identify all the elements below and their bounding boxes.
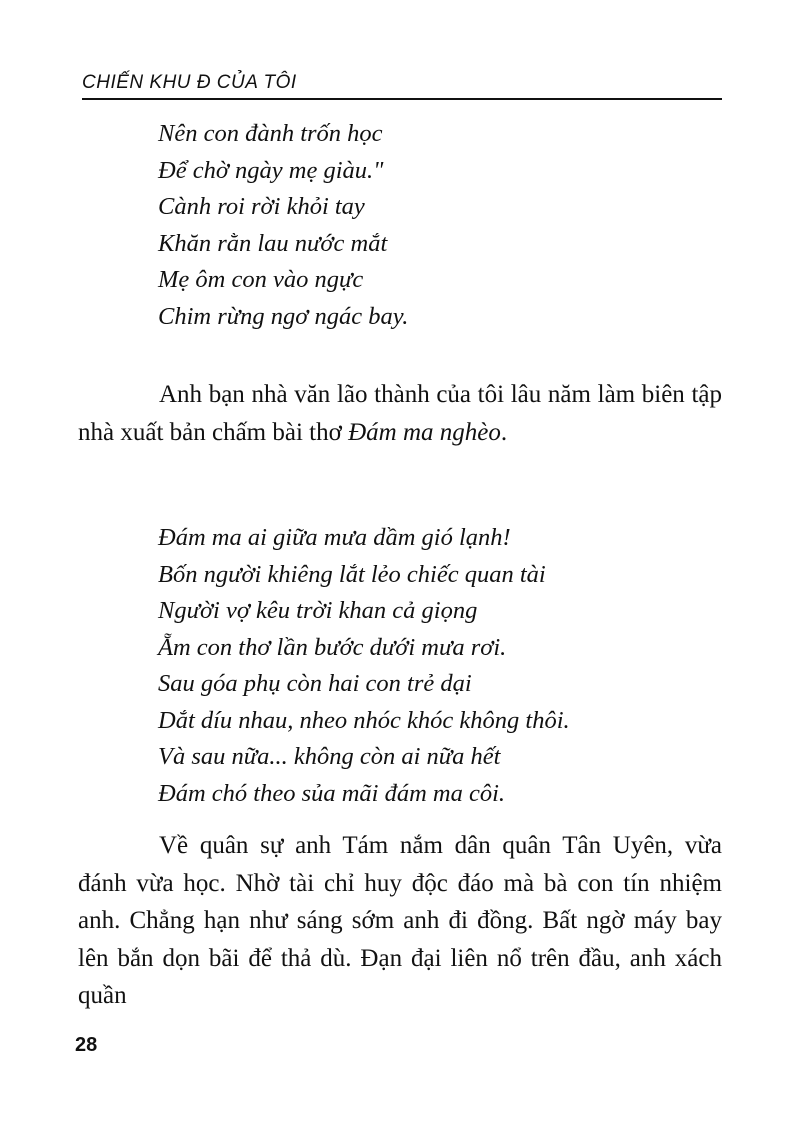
running-header	[82, 70, 722, 100]
poem-line: Và sau nữa... không còn ai nữa hết	[158, 743, 501, 770]
body-paragraph-2: Về quân sự anh Tám nắm dân quân Tân Uyên, vừa đánh vừa học. Nhờ tài chỉ huy độc đáo mà bà con tín nhiệm anh. Chẳng hạn như sáng sớm anh đi đồng. Bất ngờ máy bay lên bắn dọn bãi để thả dù. Đạn đại liên nổ trên đầu, anh xách quần	[78, 832, 722, 1009]
poem-line: Đám ma ai giữa mưa dầm gió lạnh!	[158, 524, 511, 551]
poem-line: Ẵm con thơ lần bước dưới mưa rơi.	[158, 633, 507, 661]
poem-title: Đám ma nghèo	[348, 418, 501, 446]
poem-line: Người vợ kêu trời khan cả giọng	[158, 597, 478, 624]
poem-line: Cành roi rời khỏi tay	[158, 193, 365, 220]
paragraph-text: Anh bạn nhà văn lão thành của tôi lâu năm làm biên tập nhà xuất bản chấm bài thơ	[78, 381, 722, 446]
poem-line: Nên con đành trốn học	[158, 120, 383, 147]
page-number: 28	[75, 1034, 98, 1056]
poem-line: Mẹ ôm con vào ngực	[158, 266, 364, 293]
poem-line: Sau góa phụ còn hai con trẻ dại	[158, 670, 472, 697]
poem-stanza-2	[158, 520, 570, 812]
poem-line: Để chờ ngày mẹ giàu."	[158, 156, 384, 184]
poem-line: Khăn rằn lau nước mắt	[158, 229, 388, 257]
poem-line: Bốn người khiêng lắt lẻo chiếc quan tài	[158, 560, 546, 588]
paragraph-punctuation: .	[500, 418, 508, 446]
poem-line: Đám chó theo sủa mãi đám ma côi.	[158, 779, 506, 807]
poem-line: Chim rừng ngơ ngác bay.	[158, 302, 409, 330]
poem-line: Dắt díu nhau, nheo nhóc khóc không thôi.	[158, 706, 570, 734]
body-paragraph-1	[78, 376, 722, 451]
running-title: CHIẾN KHU Đ CỦA TÔI	[82, 72, 297, 93]
poem-stanza-1	[158, 116, 408, 335]
